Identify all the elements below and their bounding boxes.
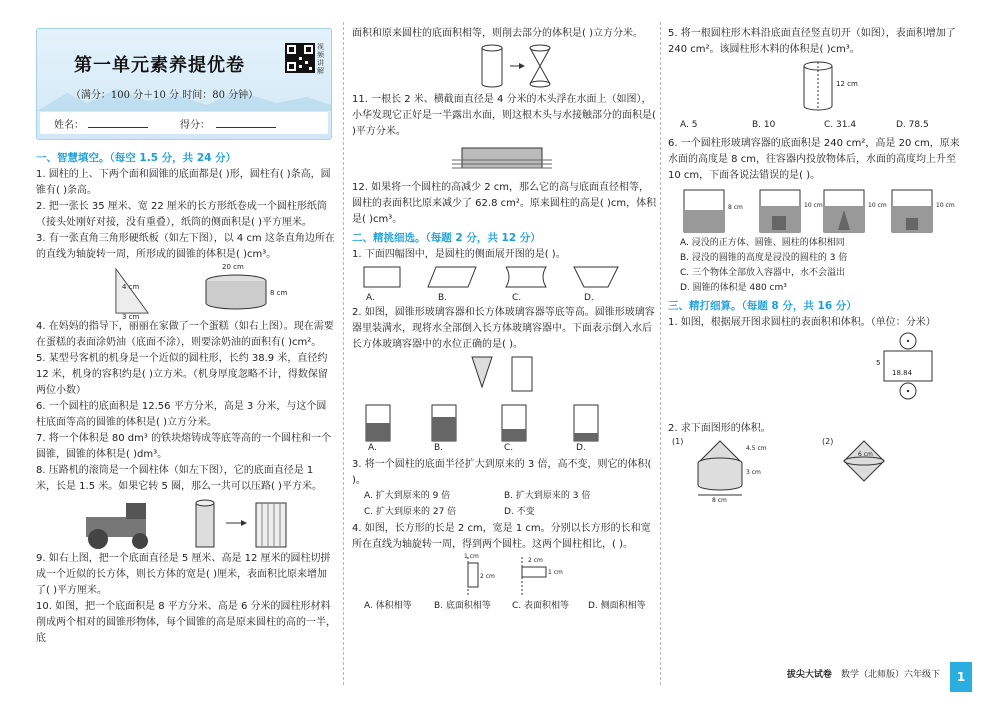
- qr-label: 视频讲解: [317, 43, 324, 75]
- option-b: B. 10: [752, 120, 776, 130]
- option-c: C. 表面积相等: [512, 601, 570, 611]
- dim-label: 6 cm: [858, 451, 873, 458]
- question-text: 面积和原来圆柱的底面积相等，则削去部分的体积是( )立方分米。: [352, 28, 643, 39]
- header-box: [36, 28, 332, 140]
- dim-label: 8 cm: [270, 289, 288, 297]
- option-c: C. 31.4: [824, 120, 857, 130]
- option-label: B.: [438, 293, 448, 303]
- dim-label: 5: [876, 359, 881, 367]
- subject-label: 数学（北师版）六年级下: [840, 670, 940, 680]
- figure-cut-cylinder: [668, 58, 968, 118]
- option-b: B. 底面积相等: [434, 601, 491, 611]
- question-text: 8. 压路机的滚筒是一个圆柱体（如左下图），它的底面直径是 1 米，长是 1.5 米。如果它转 5 圈，那么一共可以压路( )平方米。: [36, 465, 322, 492]
- figure-roller-cylinder: [36, 495, 336, 551]
- option-d: D. 侧面积相等: [588, 601, 646, 611]
- question-text: 4. 在妈妈的指导下，丽丽在家做了一个蛋糕（如右上图）。现在需要在蛋糕的表面涂奶油（底面不涂），则要涂奶油的面积有( )cm²。: [36, 321, 334, 348]
- figure-cylinder-net: [668, 331, 968, 421]
- question-text: 1. 下面四幅图中，是圆柱的侧面展开图的是( )。: [352, 249, 566, 260]
- dim-label: 1 cm: [464, 553, 479, 560]
- option-b: B. 浸没的圆锥的高度是浸没的圆柱的 3 倍: [680, 253, 848, 263]
- question-text: 5. 某型号客机的机身是一个近似的圆柱形，长约 38.9 米，直径约 12 米，机身的容积约是( )立方米。（机身厚度忽略不计，得数保留两位小数）: [36, 353, 328, 396]
- dim-label: 2 cm: [528, 557, 543, 564]
- question-text: 3. 有一张直角三角形硬纸板（如左下图），以 4 cm 这条直角边所在的直线为轴旋转一周，所形成的圆锥的体积是( )cm³。: [36, 233, 335, 260]
- dim-label: 8 cm: [728, 204, 743, 211]
- section-heading: 二、精挑细选。（每题 2 分，共 12 分）: [352, 232, 541, 244]
- option-label: A.: [368, 443, 377, 453]
- brand-name: 拔尖大试卷: [786, 670, 832, 680]
- figure-triangle-cylinder: [36, 263, 336, 319]
- figure-label: (1): [672, 437, 684, 446]
- page-number: 1: [950, 662, 972, 692]
- dim-label: 3 cm: [746, 469, 761, 476]
- question-text: 6. 一个圆柱形玻璃容器的底面积是 240 cm²，高是 20 cm，原来水面的高度是 8 cm，往容器内投放物体后，水面的高度均上升至 10 cm，下面各说法错误的是( )。: [668, 138, 960, 181]
- option-label: C.: [504, 443, 514, 453]
- question-text: 6. 一个圆柱的底面积是 12.56 平方分米，高是 3 分米，与这个圆柱底面等高的圆锥的体积是( )立方分米。: [36, 401, 327, 428]
- option-row: [668, 118, 968, 136]
- question-text: 5. 将一根圆柱形木料沿底面直径竖直切开（如图），表面积增加了 240 cm²。该圆柱形木料的体积是( )cm³。: [668, 28, 956, 55]
- dim-label: 10 cm: [936, 202, 955, 209]
- figure-containers: [668, 184, 968, 236]
- option-label: C.: [512, 293, 522, 303]
- dim-label: 4 cm: [122, 283, 140, 291]
- dim-label: 10 cm: [804, 202, 823, 209]
- option-row: [352, 599, 657, 615]
- page-title: 第一单元素养提优卷: [74, 55, 245, 76]
- option-d: D. 78.5: [896, 120, 929, 130]
- option-a: A. 体积相等: [364, 601, 412, 611]
- section-heading: 三、精打细算。（每题 8 分，共 16 分）: [668, 300, 857, 312]
- question-text: 2. 求下面图形的体积。: [668, 423, 771, 434]
- option-c: C. 扩大到原来的 27 倍: [364, 507, 457, 517]
- dim-label: 20 cm: [222, 263, 244, 271]
- figure-rectangle-rotation: [352, 553, 657, 599]
- qr-code-icon[interactable]: [285, 43, 315, 73]
- section-heading: 一、智慧填空。（每空 1.5 分，共 24 分）: [36, 152, 237, 164]
- dim-label: 4.5 cm: [746, 445, 767, 452]
- option-a: A. 浸没的正方体、圆锥、圆柱的体积相同: [680, 238, 845, 248]
- option-d: D. 圆锥的体积是 480 cm³: [680, 283, 787, 293]
- name-label: 姓名：: [54, 120, 84, 131]
- dim-label: 10 cm: [868, 202, 887, 209]
- question-text: 7. 将一个体积是 80 dm³ 的铁块熔铸成等底等高的一个圆柱和一个圆锥，圆锥的体积是( )dm³。: [36, 433, 332, 460]
- question-text: 9. 如右上图，把一个底面直径是 5 厘米、高是 12 厘米的圆柱切拼成一个近似的长方体，则长方体的宽是( )厘米，表面积比原来增加了( )平方厘米。: [36, 553, 331, 596]
- option-label: B.: [434, 443, 444, 453]
- question-text: 10. 如图，把一个底面积是 8 平方分米、高是 6 分米的圆柱形材料削成两个相对的圆锥形物体，每个圆锥的高是原来圆柱的高的一半，底: [36, 601, 336, 644]
- column-divider: [343, 22, 344, 685]
- option-b: B. 扩大到原来的 3 倍: [504, 491, 591, 501]
- option-a: A. 扩大到原来的 9 倍: [364, 491, 451, 501]
- question-text: 11. 一根长 2 米、横截面直径是 4 分米的木头浮在水面上（如图），小华发现它正好是一半露出水面，则这根木头与水接触部分的面积是( )平方分米。: [352, 94, 656, 137]
- dim-label: 12 cm: [836, 80, 858, 88]
- question-text: 1. 圆柱的上、下两个面和圆锥的底面都是( )形，圆柱有( )条高，圆锥有( )条高。: [36, 169, 331, 196]
- score-label: 得分：: [180, 120, 210, 131]
- option-grid: [352, 489, 657, 521]
- option-label: D.: [584, 293, 594, 303]
- option-d: D. 不变: [504, 507, 535, 517]
- column-divider: [660, 22, 661, 685]
- figure-water-level-options: [352, 353, 657, 457]
- dim-label: 1 cm: [548, 569, 563, 576]
- dim-label: 3 cm: [122, 313, 140, 321]
- option-a: A. 5: [680, 120, 698, 130]
- dim-label: 8 cm: [712, 497, 727, 504]
- dim-label: 18.84: [892, 369, 913, 377]
- option-label: D.: [576, 443, 586, 453]
- footer-brand: [787, 667, 940, 680]
- figure-label: (2): [822, 437, 834, 446]
- page-subtitle: （满分：100 分＋10 分 时间：80 分钟）: [70, 90, 259, 101]
- option-c: C. 三个物体全部放入容器中，水不会溢出: [680, 268, 846, 278]
- option-label: A.: [366, 293, 375, 303]
- figure-floating-log: [352, 140, 657, 180]
- name-score-bar: [40, 112, 328, 134]
- figure-unfold-options: [352, 263, 657, 305]
- dim-label: 2 cm: [480, 573, 495, 580]
- score-field[interactable]: [216, 127, 276, 128]
- question-text: 2. 把一张长 35 厘米、宽 22 厘米的长方形纸卷成一个圆柱形纸筒（接头处刚好对接，没有重叠），纸筒的侧面积是( )平方厘米。: [36, 201, 327, 228]
- question-text: 3. 将一个圆柱的底面半径扩大到原来的 3 倍，高不变，则它的体积( )。: [352, 459, 652, 486]
- question-text: 2. 如图，圆锥形玻璃容器和长方体玻璃容器等底等高。圆锥形玻璃容器里装满水，现将水全部倒入长方体玻璃容器中。下面表示倒入水后长方体玻璃容器中的水位正确的是( )。: [352, 307, 655, 350]
- question-text: 12. 如果将一个圆柱的高减少 2 cm，那么它的高与底面直径相等，圆柱的表面积比原来减少了 62.8 cm²。原来圆柱的高是( )cm，体积是( )cm³。: [352, 182, 657, 225]
- name-field[interactable]: [88, 127, 148, 128]
- question-text: 1. 如图，根据展开图求圆柱的表面积和体积。（单位：分米）: [668, 317, 936, 328]
- figure-solids: [668, 437, 968, 517]
- figure-cylinder-to-cones: [352, 42, 657, 92]
- question-text: 4. 如图，长方形的长是 2 cm，宽是 1 cm。分别以长方形的长和宽所在直线为轴旋转一周，得到两个圆柱。这两个圆柱相比，( )。: [352, 523, 651, 550]
